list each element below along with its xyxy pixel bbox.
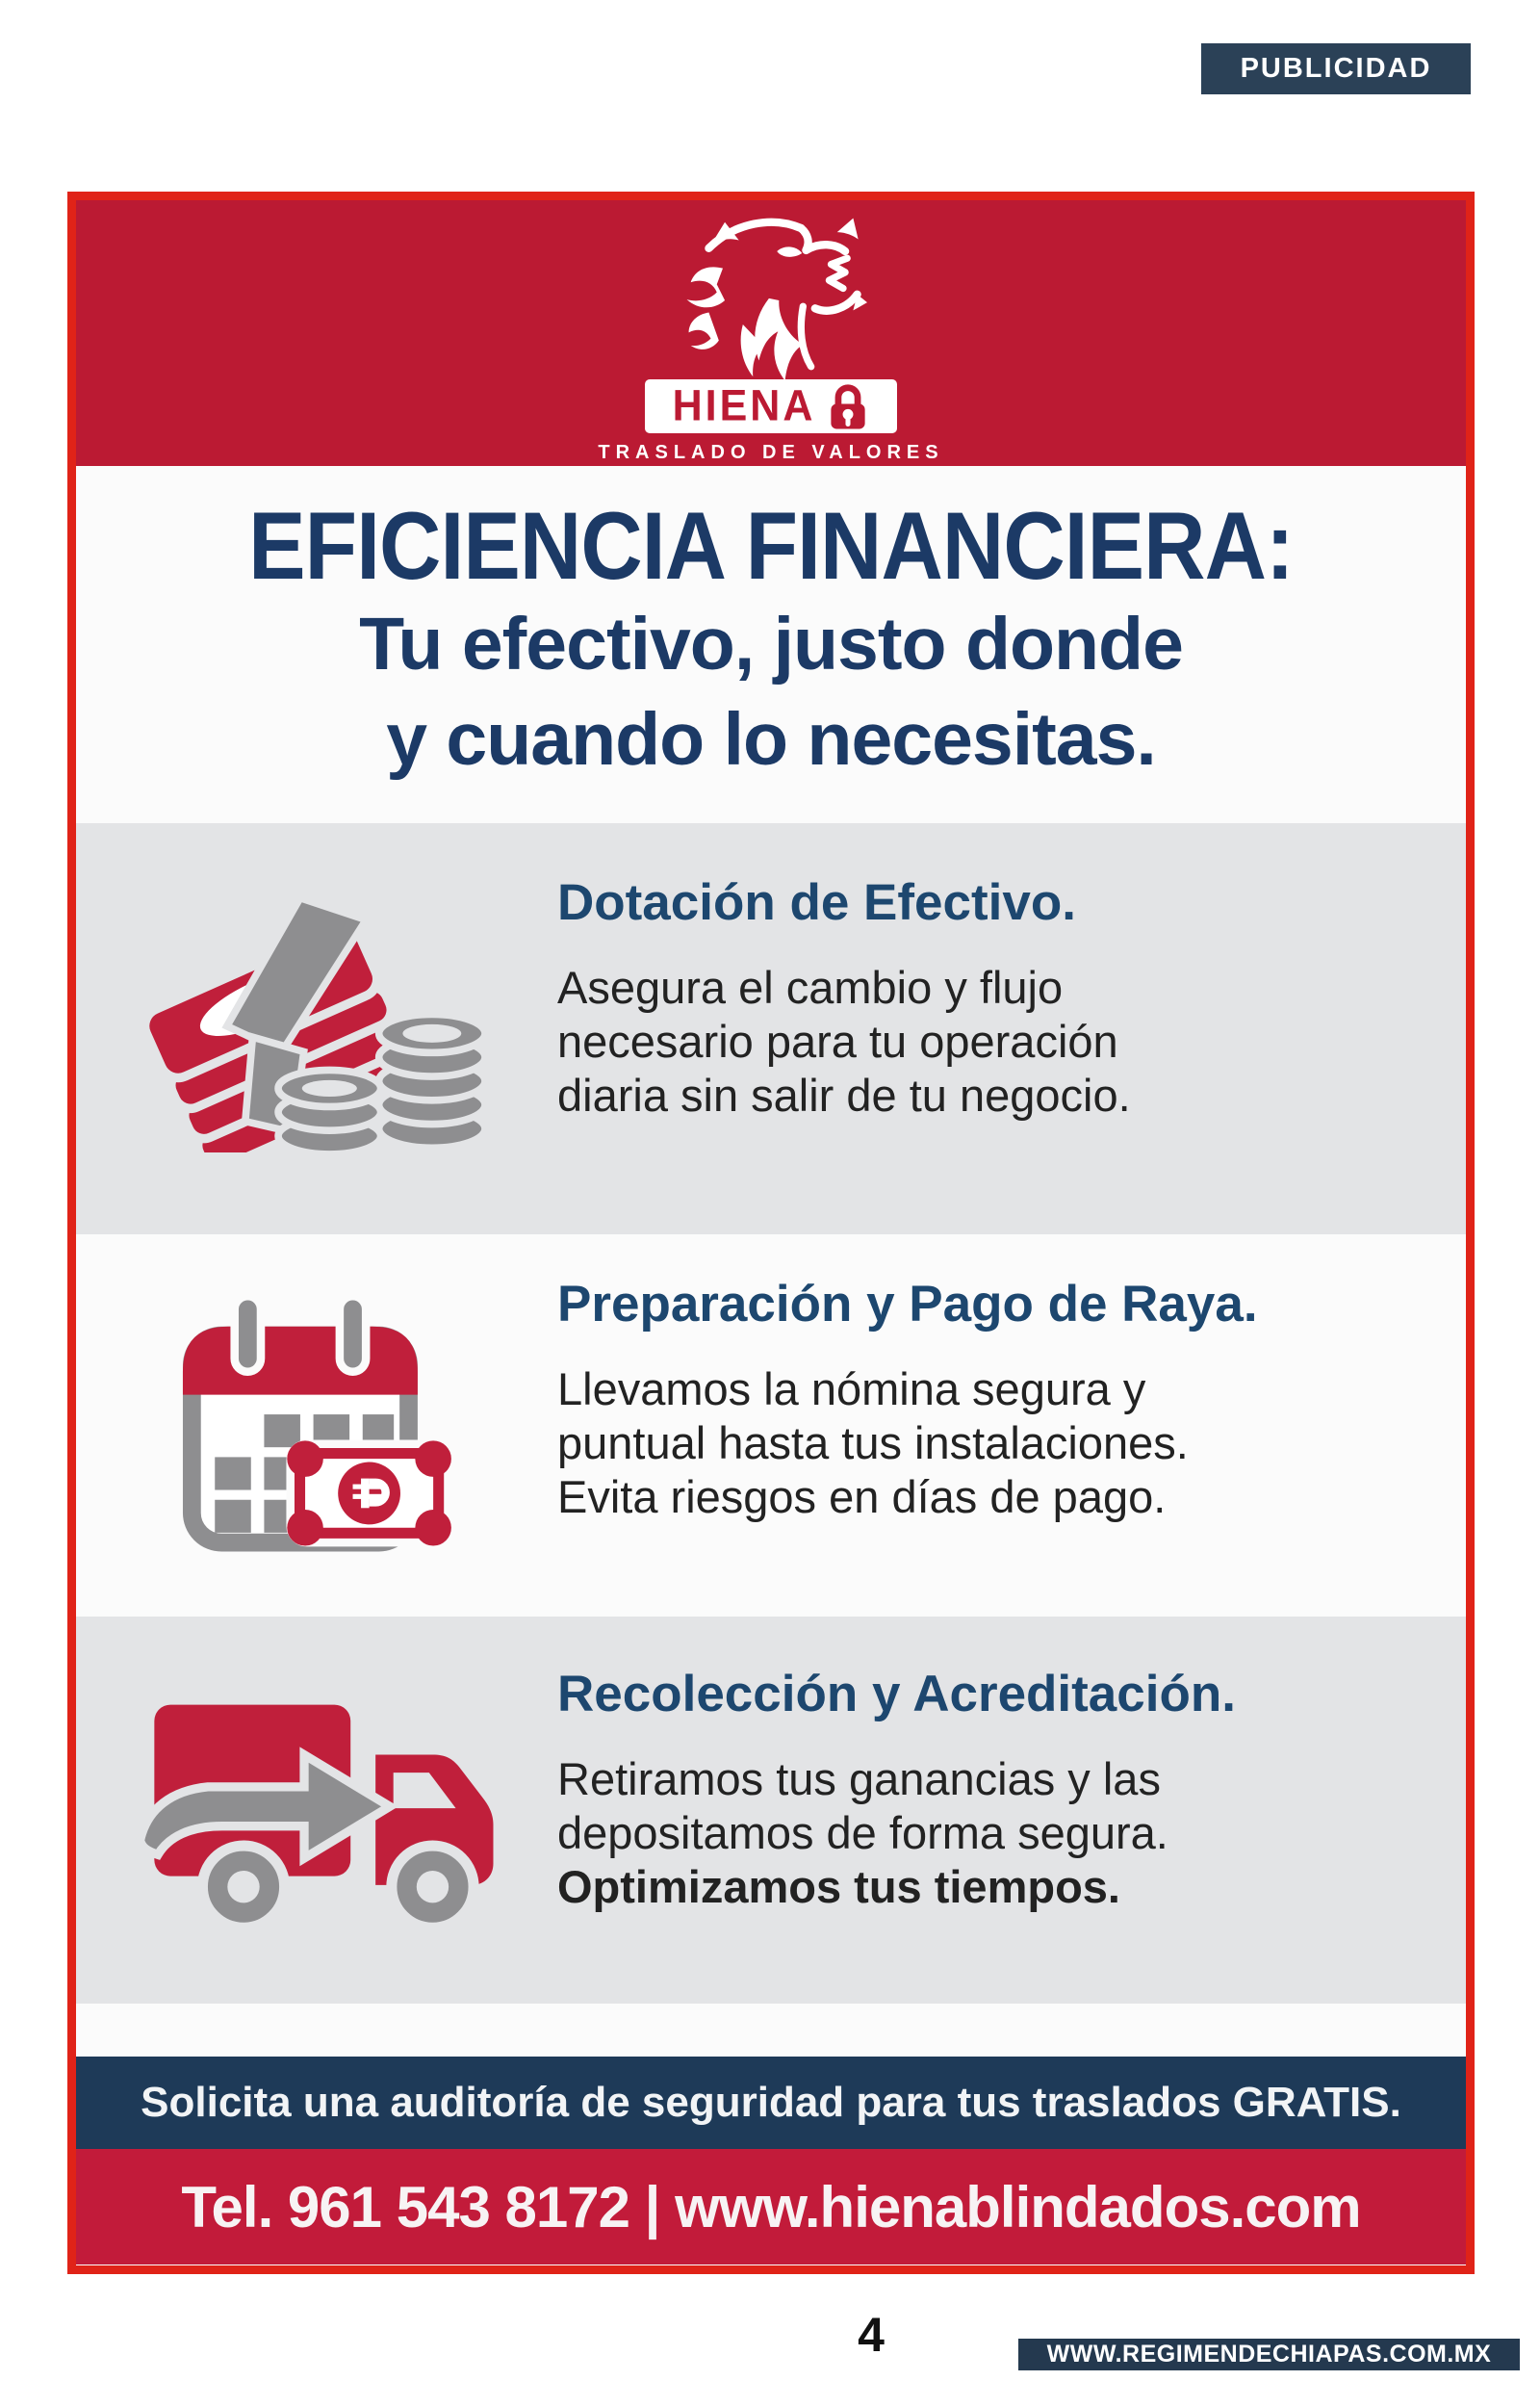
headline: [76, 466, 1466, 823]
service-title: Recolección y Acreditación.: [557, 1666, 1236, 1722]
delivery-truck-icon-wrap: [76, 1617, 557, 2004]
publicidad-label: PUBLICIDAD: [1240, 53, 1432, 84]
payroll-calendar-icon: [167, 1286, 466, 1566]
hyena-head-icon: [651, 206, 891, 395]
site-url-text: WWW.REGIMENDECHIAPAS.COM.MX: [1046, 2341, 1492, 2368]
service-body-line: diaria sin salir de tu negocio.: [557, 1070, 1131, 1121]
headline-line1: EFICIENCIA FINANCIERA:: [248, 492, 1294, 599]
spacer: [76, 2004, 1466, 2057]
payroll-calendar-icon-wrap: [76, 1234, 557, 1617]
service-row-pago-raya: [76, 1234, 1466, 1617]
service-body-line: Retiramos tus ganancias y las: [557, 1753, 1161, 1804]
service-row-recoleccion: [76, 1617, 1466, 2004]
service-body-line: depositamos de forma segura.: [557, 1807, 1168, 1858]
cta-banner: [76, 2057, 1466, 2149]
service-text-recoleccion: [557, 1617, 1466, 2004]
service-body-line: Llevamos la nómina segura y: [557, 1363, 1146, 1414]
service-title: Preparación y Pago de Raya.: [557, 1276, 1258, 1333]
logo-tagline: TRASLADO DE VALORES: [598, 442, 944, 463]
service-text-pago-raya: [557, 1234, 1466, 1617]
service-title: Dotación de Efectivo.: [557, 874, 1076, 931]
logo-wordmark: HIENA: [672, 381, 816, 430]
service-body-line: necesario para tu operación: [557, 1016, 1118, 1067]
service-row-dotacion: [76, 823, 1466, 1234]
service-body-line: Evita riesgos en días de pago.: [557, 1471, 1167, 1522]
service-body-line-bold: Optimizamos tus tiempos.: [557, 1861, 1120, 1912]
contact-banner-text: Tel. 961 543 8172 | www.hienablindados.com: [181, 2174, 1361, 2239]
hiena-advertisement: [67, 192, 1475, 2274]
logo-box: [645, 379, 897, 433]
cta-banner-text: Solicita una auditoría de seguridad para tus traslados GRATIS.: [141, 2079, 1401, 2126]
delivery-truck-icon: [129, 1676, 504, 1944]
headline-line3: y cuando lo necesitas.: [386, 698, 1156, 781]
site-url-badge: [1018, 2339, 1520, 2370]
cash-stack-icon: [124, 891, 509, 1152]
lock-icon: [827, 381, 869, 431]
ad-header: [76, 200, 1466, 466]
page-number: 4: [858, 2308, 885, 2362]
headline-line2: Tu efectivo, justo donde: [359, 603, 1183, 686]
contact-banner: [76, 2149, 1466, 2265]
publicidad-badge: [1201, 43, 1471, 94]
service-body-line: puntual hasta tus instalaciones.: [557, 1417, 1189, 1468]
cash-stack-icon-wrap: [76, 823, 557, 1234]
service-body-line: Asegura el cambio y flujo: [557, 962, 1064, 1013]
service-text-dotacion: [557, 823, 1466, 1234]
